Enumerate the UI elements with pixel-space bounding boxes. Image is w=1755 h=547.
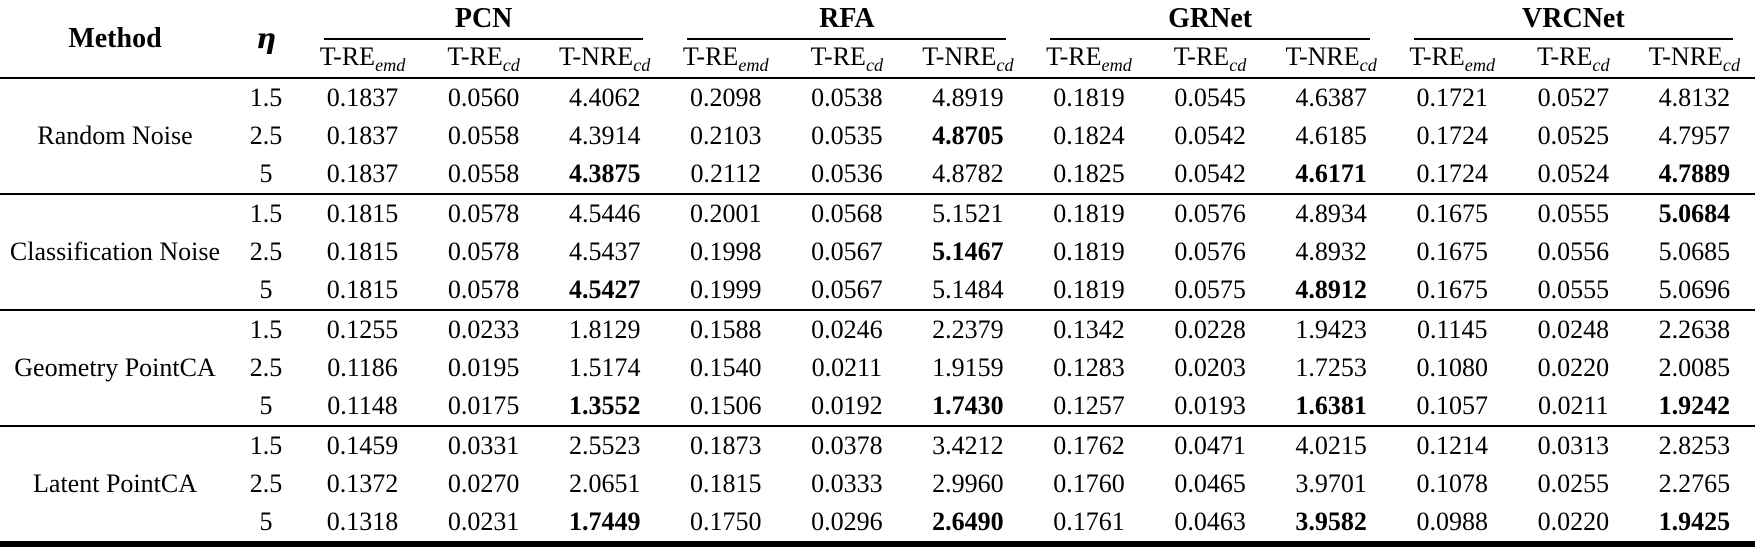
metric-value-cell: 0.1724 [1416,121,1488,150]
metric-value-cell: 0.0296 [811,507,883,536]
metric-value-cell: 4.7957 [1658,121,1731,150]
metric-value-cell: 4.6387 [1271,78,1392,117]
metric-value-cell: 0.1837 [326,159,399,188]
metric-value-cell: 0.1675 [1416,275,1488,304]
metric-base-label: T-NRE [922,41,997,71]
metric-value-cell: 0.0555 [1513,194,1634,233]
metric-value-cell: 5.1521 [907,194,1028,233]
metric-value-cell: 0.1837 [302,78,423,117]
metric-value-cell: 4.8934 [1271,194,1392,233]
eta-value-cell: 1.5 [230,426,302,465]
metric-value-cell: 0.1078 [1416,469,1488,498]
eta-value-cell: 5 [259,159,273,188]
metric-value-cell: 0.1819 [1053,275,1125,304]
metric-value-cell: 2.2638 [1634,310,1755,349]
metric-value-cell: 4.6185 [1295,121,1367,150]
column-header-tnre-cd-vrcnet [1634,40,1755,78]
table-row [0,387,1755,426]
table-row [0,233,1755,271]
metric-value-cell: 0.1257 [1053,391,1125,420]
metric-value-cell: 3.4212 [907,426,1028,465]
metric-value-cell: 2.8253 [1634,426,1755,465]
metric-value-cell: 0.1148 [327,391,398,420]
metric-value-cell: 0.0220 [1537,353,1610,382]
metric-value-cell: 0.0542 [1174,121,1246,150]
metric-value-cell: 0.0211 [811,353,883,382]
column-group-vrcnet [1392,0,1755,40]
metric-value-cell: 1.9159 [932,353,1004,382]
metric-value-cell: 0.1588 [665,310,786,349]
metric-value-cell: 4.5446 [544,194,665,233]
metric-value-cell: 0.0560 [423,78,544,117]
metric-value-cell: 0.0220 [1537,507,1610,536]
metric-value-cell: 0.0576 [1150,194,1271,233]
metric-value-cell: 0.1283 [1053,353,1125,382]
metric-value-cell: 0.0193 [1174,391,1246,420]
metric-subscript-label: cd [1592,54,1610,75]
metric-value-cell: 0.0203 [1174,353,1246,382]
metric-value-cell: 1.5174 [568,353,641,382]
metric-value-cell: 0.1815 [326,275,399,304]
group-label-vrcnet: VRCNet [1522,3,1625,34]
metric-value-cell: 2.2765 [1658,469,1731,498]
column-group-rfa [665,0,1028,40]
metric-value-cell: 0.0463 [1174,507,1246,536]
method-name-cell: Latent PointCA [0,426,230,544]
metric-value-cell: 0.1750 [690,507,762,536]
metric-value-cell: 0.0545 [1150,78,1271,117]
metric-value-cell: 4.8782 [932,159,1004,188]
metric-value-cell: 0.2098 [665,78,786,117]
metric-base-label: T-NRE [559,41,634,71]
method-header-label: Method [68,22,162,54]
metric-value-cell: 4.8132 [1634,78,1755,117]
column-header-eta [230,0,302,78]
metric-value-cell: 4.8919 [907,78,1028,117]
table-row [0,271,1755,310]
metric-subscript-label: cd [502,54,520,75]
group-label-grnet: GRNet [1168,3,1253,34]
method-name-cell: Random Noise [0,78,230,194]
metric-subscript-label: emd [1101,54,1132,75]
column-header-method [0,0,230,78]
table-row [0,78,1755,117]
table-row [0,194,1755,233]
metric-value-cell: 0.0578 [447,275,520,304]
metric-value-cell: 0.0556 [1537,237,1610,266]
metric-subscript-label: cd [865,54,884,75]
metric-base-label: T-NRE [1285,41,1360,71]
metric-value-cell: 0.1057 [1416,391,1488,420]
table-header [0,0,1755,78]
metric-value-cell: 4.5427 [568,275,641,304]
metric-value-cell: 0.0211 [1538,391,1609,420]
metric-value-cell: 0.1825 [1053,159,1125,188]
metric-value-cell: 4.0215 [1271,426,1392,465]
eta-value-cell: 2.5 [249,469,283,498]
metric-value-cell: 0.0536 [811,159,883,188]
metric-value-cell: 4.3875 [568,159,641,188]
metric-value-cell: 1.7253 [1295,353,1367,382]
metric-value-cell: 0.1815 [690,469,762,498]
column-header-tre-emd-grnet [1028,40,1149,78]
metric-base-label: T-RE [319,41,376,71]
column-header-tnre-cd-pcn [544,40,665,78]
metric-value-cell: 0.0542 [1174,159,1246,188]
metric-value-cell: 5.0685 [1658,237,1731,266]
method-name-cell: Geometry PointCA [0,310,230,426]
metric-base-label: T-RE [1537,41,1593,71]
metric-value-cell: 5.0696 [1658,275,1731,304]
metric-value-cell: 0.2001 [665,194,786,233]
metric-value-cell: 0.0525 [1537,121,1610,150]
metric-value-cell: 1.7430 [932,391,1004,420]
metric-value-cell: 0.0578 [423,194,544,233]
column-header-tnre-cd-grnet [1271,40,1392,78]
table-body [0,78,1755,544]
table-row [0,349,1755,387]
metric-value-cell: 0.1999 [690,275,762,304]
metric-value-cell: 0.1255 [302,310,423,349]
metric-value-cell: 0.0568 [786,194,907,233]
metric-value-cell: 4.7889 [1658,159,1731,188]
metric-value-cell: 0.0465 [1174,469,1246,498]
group-label-rfa: RFA [819,3,875,34]
column-group-pcn [302,0,665,40]
metric-value-cell: 0.0558 [447,159,520,188]
eta-header-label: η [255,21,277,55]
metric-subscript-label: cd [1359,54,1377,75]
metric-value-cell: 2.6490 [932,507,1004,536]
metric-value-cell: 0.1459 [302,426,423,465]
metric-base-label: T-NRE [1648,41,1723,71]
column-header-tre-cd-vrcnet [1513,40,1634,78]
table-row [0,503,1755,544]
metric-value-cell: 0.1762 [1028,426,1149,465]
metric-value-cell: 0.0233 [423,310,544,349]
metric-value-cell: 0.0555 [1537,275,1610,304]
metric-value-cell: 1.9242 [1658,391,1731,420]
eta-value-cell: 1.5 [230,78,302,117]
metric-base-label: T-RE [682,41,739,71]
metric-value-cell: 5.1484 [932,275,1004,304]
metric-value-cell: 0.0331 [423,426,544,465]
metric-value-cell: 4.3914 [568,121,641,150]
metric-base-label: T-RE [447,41,503,71]
metric-value-cell: 1.9423 [1271,310,1392,349]
metric-subscript-label: emd [1464,54,1496,75]
metric-value-cell: 2.0085 [1658,353,1731,382]
metric-value-cell: 0.1837 [326,121,399,150]
metric-subscript-label: emd [738,54,769,75]
metric-value-cell: 0.1724 [1416,159,1488,188]
metric-value-cell: 0.0378 [786,426,907,465]
metric-subscript-label: cd [996,54,1014,75]
eta-value-cell: 5 [259,391,273,420]
metric-value-cell: 0.0333 [811,469,883,498]
metric-subscript-label: emd [375,54,406,75]
column-header-tnre-cd-rfa [907,40,1028,78]
table-row [0,117,1755,155]
metric-value-cell: 0.1998 [690,237,762,266]
metric-value-cell: 0.0270 [447,469,520,498]
metric-value-cell: 0.0558 [447,121,520,150]
metric-base-label: T-RE [1173,41,1230,71]
metric-value-cell: 0.1540 [690,353,762,382]
metric-value-cell: 0.2112 [690,159,762,188]
metric-value-cell: 4.4062 [544,78,665,117]
table-row [0,155,1755,194]
metric-value-cell: 5.0684 [1634,194,1755,233]
metric-value-cell: 0.1815 [326,237,399,266]
metric-value-cell: 0.1214 [1392,426,1513,465]
eta-value-cell: 5 [259,507,273,536]
eta-value-cell: 2.5 [249,121,283,150]
table-row [0,426,1755,465]
metric-value-cell: 0.0988 [1416,507,1488,536]
metric-subscript-label: cd [1722,54,1741,75]
eta-value-cell: 2.5 [249,353,283,382]
method-name-cell: Classification Noise [0,194,230,310]
metric-value-cell: 0.0228 [1150,310,1271,349]
metric-value-cell: 0.0246 [786,310,907,349]
metric-value-cell: 0.1186 [327,353,398,382]
metric-value-cell: 0.1675 [1416,237,1488,266]
column-header-tre-cd-rfa [786,40,907,78]
metric-value-cell: 0.0192 [811,391,883,420]
metric-value-cell: 1.7449 [568,507,641,536]
metric-value-cell: 0.1760 [1053,469,1125,498]
metric-value-cell: 0.0313 [1513,426,1634,465]
metric-value-cell: 0.1819 [1053,237,1125,266]
eta-value-cell: 5 [259,275,273,304]
metric-base-label: T-RE [1409,41,1465,71]
metric-value-cell: 2.5523 [544,426,665,465]
metric-value-cell: 4.5437 [568,237,641,266]
column-header-tre-emd-pcn [302,40,423,78]
metric-value-cell: 0.0524 [1537,159,1610,188]
metric-value-cell: 0.0248 [1513,310,1634,349]
metric-value-cell: 0.0535 [811,121,883,150]
metric-value-cell: 0.1873 [665,426,786,465]
metric-value-cell: 0.1761 [1053,507,1125,536]
metric-base-label: T-RE [1046,41,1102,71]
metric-value-cell: 0.0231 [447,507,520,536]
metric-value-cell: 0.1080 [1416,353,1488,382]
column-group-grnet [1028,0,1391,40]
metric-value-cell: 0.0575 [1174,275,1246,304]
metric-value-cell: 4.6171 [1295,159,1367,188]
metric-value-cell: 0.0567 [811,237,883,266]
metric-value-cell: 0.1819 [1028,194,1149,233]
column-header-tre-emd-rfa [665,40,786,78]
metric-value-cell: 0.1815 [302,194,423,233]
metric-subscript-label: cd [1229,54,1247,75]
metric-value-cell: 0.0471 [1150,426,1271,465]
metric-value-cell: 0.0255 [1537,469,1610,498]
metric-value-cell: 1.3552 [568,391,641,420]
eta-value-cell: 1.5 [230,194,302,233]
metric-value-cell: 0.1721 [1392,78,1513,117]
metric-value-cell: 0.0538 [786,78,907,117]
metric-value-cell: 2.2379 [907,310,1028,349]
metric-value-cell: 1.9425 [1658,507,1731,536]
column-header-tre-emd-vrcnet [1392,40,1513,78]
eta-value-cell: 2.5 [249,237,283,266]
metric-value-cell: 0.0195 [447,353,520,382]
metric-value-cell: 0.2103 [690,121,762,150]
metric-value-cell: 0.0567 [811,275,883,304]
metric-value-cell: 0.1819 [1028,78,1149,117]
metric-value-cell: 1.8129 [544,310,665,349]
metric-value-cell: 0.0578 [447,237,520,266]
metric-value-cell: 0.1675 [1392,194,1513,233]
header-row-models [0,0,1755,40]
metric-value-cell: 2.9960 [932,469,1004,498]
metric-value-cell: 1.6381 [1295,391,1367,420]
eta-value-cell: 1.5 [230,310,302,349]
metric-value-cell: 0.1145 [1392,310,1513,349]
column-header-tre-cd-pcn [423,40,544,78]
metric-base-label: T-RE [810,41,866,71]
metric-value-cell: 3.9582 [1295,507,1367,536]
metric-value-cell: 2.0651 [568,469,641,498]
metric-value-cell: 0.0175 [447,391,520,420]
metric-value-cell: 3.9701 [1295,469,1367,498]
metric-value-cell: 0.0527 [1513,78,1634,117]
metric-value-cell: 0.1318 [326,507,399,536]
metric-value-cell: 0.1372 [326,469,399,498]
metric-value-cell: 0.0576 [1174,237,1246,266]
metric-value-cell: 5.1467 [932,237,1004,266]
metric-value-cell: 4.8912 [1295,275,1367,304]
metric-value-cell: 4.8705 [932,121,1004,150]
metric-value-cell: 0.1824 [1053,121,1125,150]
column-header-tre-cd-grnet [1150,40,1271,78]
metric-value-cell: 4.8932 [1295,237,1367,266]
table-row [0,310,1755,349]
table-row [0,465,1755,503]
metric-value-cell: 0.1342 [1028,310,1149,349]
metric-subscript-label: cd [633,54,651,75]
metric-value-cell: 0.1506 [690,391,762,420]
group-label-pcn: PCN [454,3,513,34]
